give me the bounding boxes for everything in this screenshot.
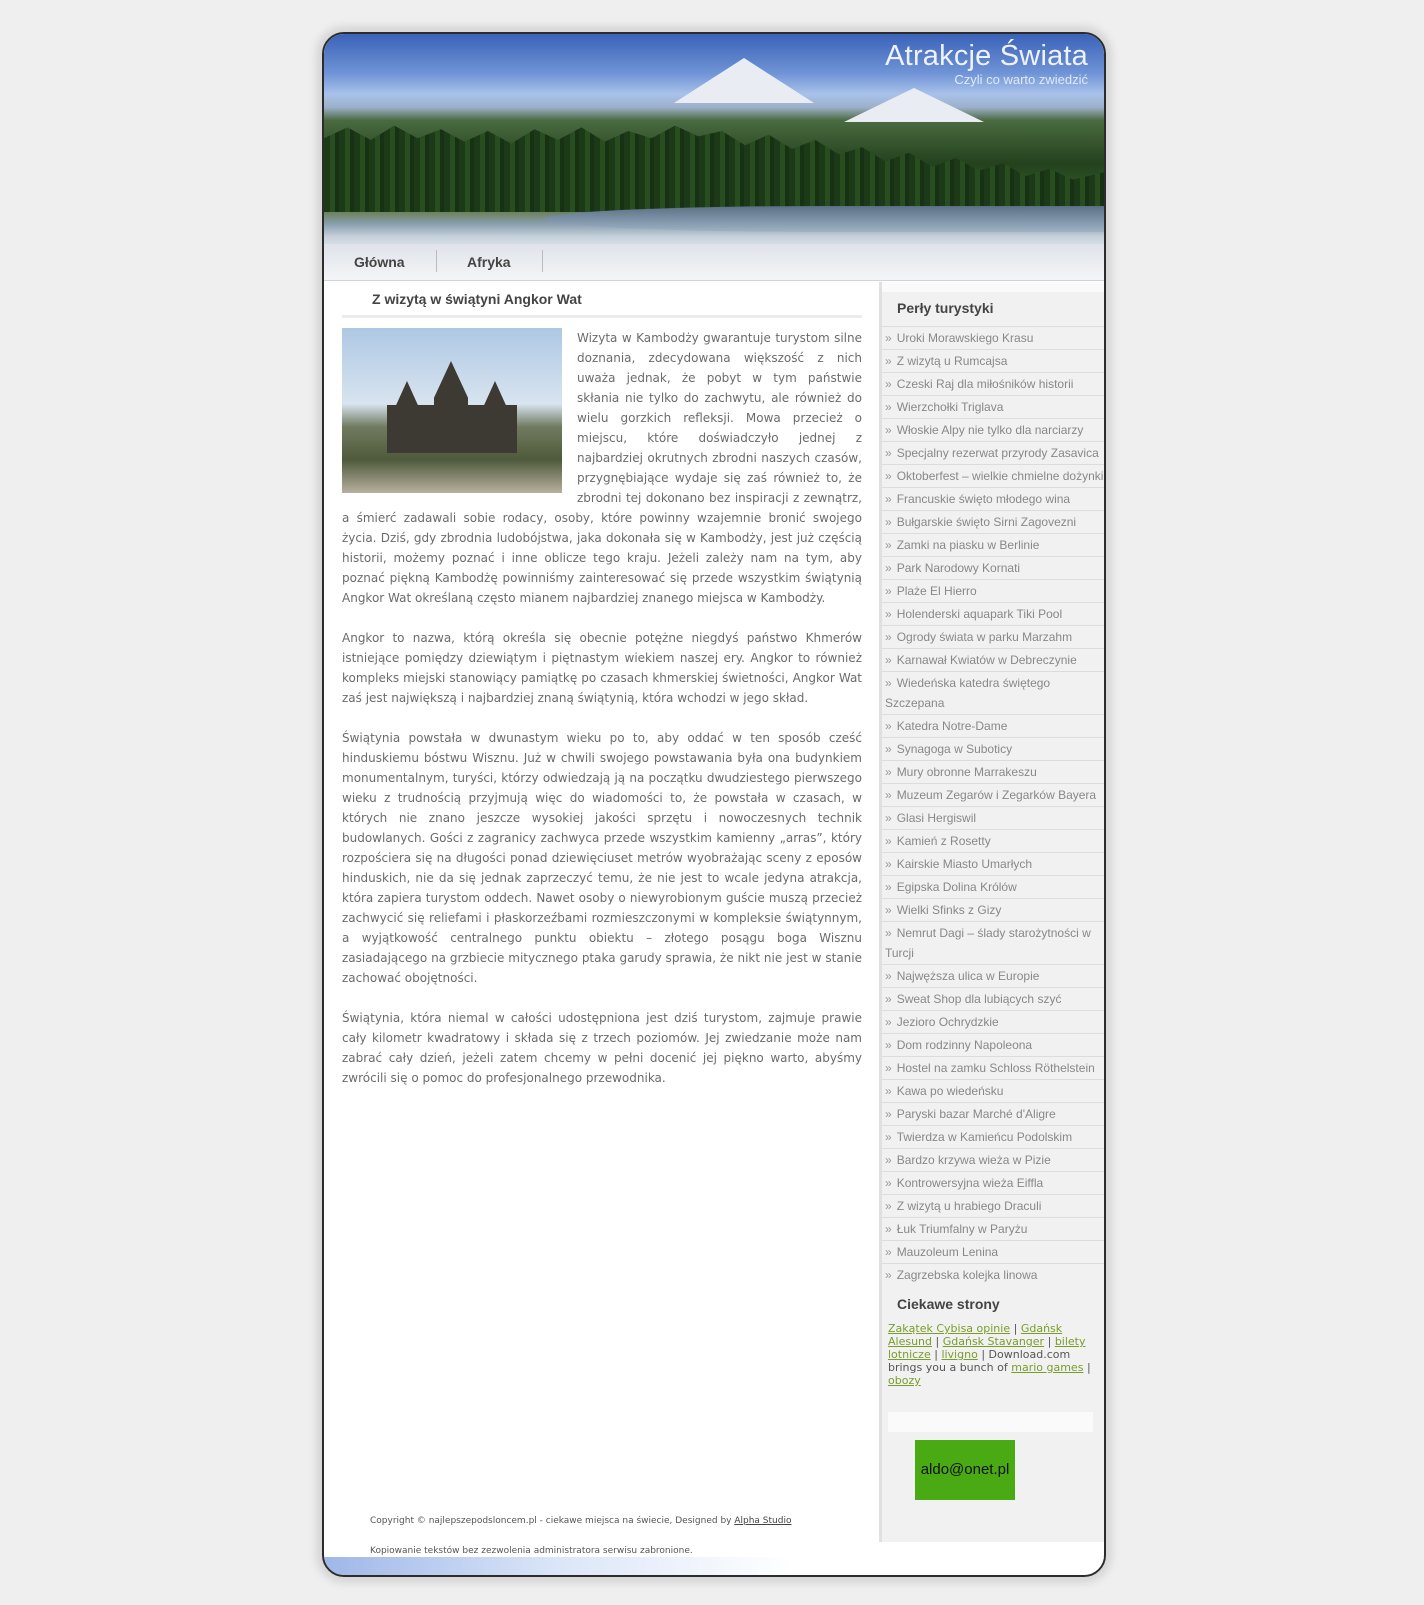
link-gdansk-alesund[interactable]: Gdańsk Alesund: [888, 1322, 1063, 1348]
sidebar-item-label[interactable]: Zamki na piasku w Berlinie: [896, 538, 1040, 552]
chevron-right-icon: »: [885, 788, 892, 802]
sidebar-item[interactable]: [882, 898, 1106, 921]
sidebar-item-label[interactable]: Twierdza w Kamieńcu Podolskim: [896, 1130, 1073, 1144]
site-subtitle: Czyli co warto zwiedzić: [954, 72, 1088, 87]
post-paragraph: Świątynia powstała w dwunastym wieku po to, aby oddać w ten sposób cześć hinduskiemu bóstwu Wisznu. Już w chwili swojego powstawania była ona budynkiem monumentalnym, turyści, którzy odwiedzają ją na początku dwudziestego pierwszego wieku z trudnością przyjmują więc do wiadomości to, że powstała w czasach, w których nie znano jeszcze wysokiej jakości sprzętu i nowoczesnych technik budowlanych. Gości z zagranicy zachwyca przede wszystkim kamienny „arras”, który rozpościera się na długości ponad dziewięciuset metrów wyobrażając sceny z eposów hinduskich, nie da się jednak zaprzeczyć temu, że nie jest to wcale jedyna atrakcja, która zapiera turystom oddech. Nawet osoby o niewyrobionym guście muszą przecież zachwycić się reliefami i płaskorzeźbami rozmieszczonymi w kompleksie świątynnym, a wyjątkowość centralnego punktu obiektu – złotego posągu boga Wisznu zasiadającego na grzbiecie mitycznego ptaka garudy sprawia, że nikt nie jest w stanie zachować obojętności.: [342, 731, 862, 985]
post-paragraph: Angkor to nazwa, którą określa się obecnie potężne niegdyś państwo Khmerów istniejące pomiędzy dziewiątym i piętnastym wiekiem naszej ery. Angkor to również kompleks miejski stanowiący pamiątkę po czasach khmerskiej świetności, Angkor Wat zaś jest największą i najbardziej znaną świątynią, która wchodzi w jego skład.: [342, 631, 862, 705]
post-paragraph: Świątynia, która niemal w całości udostępniona jest dziś turystom, zajmuje prawie cały kilometr kwadratowy i składa się z trzech poziomów. Jej zwiedzanie może nam zabrać cały dzień, jeżeli zatem chcemy w pełni docenić jej piękno warto, abyśmy zwrócili się o pomoc do profesjonalnego przewodnika.: [342, 1011, 862, 1085]
chevron-right-icon: »: [885, 880, 892, 894]
chevron-right-icon: »: [885, 331, 892, 345]
chevron-right-icon: »: [885, 607, 892, 621]
sidebar-item[interactable]: [882, 1010, 1106, 1033]
sidebar-item[interactable]: [882, 1079, 1106, 1102]
chevron-right-icon: »: [885, 742, 892, 756]
sidebar-item-label[interactable]: Kamień z Rosetty: [896, 834, 991, 848]
sidebar-item[interactable]: [882, 1033, 1106, 1056]
sidebar-item-label[interactable]: Mauzoleum Lenina: [896, 1245, 999, 1259]
chevron-right-icon: »: [885, 515, 892, 529]
sidebar-item-label[interactable]: Z wizytą u hrabiego Draculi: [896, 1199, 1042, 1213]
sidebar-item[interactable]: [882, 714, 1106, 737]
sidebar-list: [882, 326, 1106, 1286]
sidebar-item-label[interactable]: Z wizytą u Rumcajsa: [896, 354, 1008, 368]
sidebar-item[interactable]: [882, 964, 1106, 987]
chevron-right-icon: »: [885, 400, 892, 414]
sidebar-item[interactable]: [882, 921, 1106, 964]
sidebar-item[interactable]: [882, 326, 1106, 349]
sidebar-item[interactable]: [882, 510, 1106, 533]
sidebar-item[interactable]: [882, 1148, 1106, 1171]
chevron-right-icon: »: [885, 1199, 892, 1213]
post-body: [342, 328, 862, 1088]
link-bilety-lotnicze[interactable]: bilety lotnicze: [888, 1335, 1086, 1361]
sidebar-item-label[interactable]: Holenderski aquapark Tiki Pool: [896, 607, 1063, 621]
sidebar-item[interactable]: [882, 1194, 1106, 1217]
sidebar: [879, 282, 1106, 1542]
chevron-right-icon: »: [885, 1061, 892, 1075]
sidebar-item[interactable]: [882, 533, 1106, 556]
chevron-right-icon: »: [885, 926, 892, 940]
sidebar-item-label[interactable]: Nemrut Dagi – ślady starożytności w Turcji: [885, 926, 1091, 960]
sidebar-item-label[interactable]: Francuskie święto młodego wina: [896, 492, 1071, 506]
sidebar-item-label[interactable]: Synagoga w Suboticy: [896, 742, 1013, 756]
post-title: Z wizytą w świątyni Angkor Wat: [342, 282, 862, 318]
sidebar-item-label[interactable]: Kairskie Miasto Umarłych: [896, 857, 1033, 871]
chevron-right-icon: »: [885, 765, 892, 779]
banner-mountain: [844, 88, 984, 122]
page-frame: [322, 32, 1106, 1577]
sidebar-item[interactable]: [882, 987, 1106, 1010]
link-livigno[interactable]: livigno: [941, 1348, 978, 1361]
link-separator: |: [934, 1348, 938, 1361]
sidebar-item-label[interactable]: Wierzchołki Triglava: [896, 400, 1004, 414]
sidebar-item-label[interactable]: Karnawał Kwiatów w Debreczynie: [896, 653, 1077, 667]
sidebar-item[interactable]: [882, 852, 1106, 875]
sidebar-item-label[interactable]: Zagrzebska kolejka linowa: [896, 1268, 1038, 1282]
sidebar-item-label[interactable]: Oktoberfest – wielkie chmielne dożynki: [896, 469, 1104, 483]
sidebar-item-label[interactable]: Mury obronne Marrakeszu: [896, 765, 1037, 779]
sidebar-item-label[interactable]: Uroki Morawskiego Krasu: [896, 331, 1034, 345]
sidebar-item[interactable]: [882, 760, 1106, 783]
header-banner: [324, 34, 1104, 250]
sidebar-item-label[interactable]: Włoskie Alpy nie tylko dla narciarzy: [896, 423, 1084, 437]
chevron-right-icon: »: [885, 561, 892, 575]
chevron-right-icon: »: [885, 1222, 892, 1236]
chevron-right-icon: »: [885, 1245, 892, 1259]
sidebar-item[interactable]: [882, 349, 1106, 372]
chevron-right-icon: »: [885, 969, 892, 983]
banner-river: [544, 206, 1104, 232]
sidebar-item[interactable]: [882, 1125, 1106, 1148]
sidebar-item[interactable]: [882, 806, 1106, 829]
link-separator: |: [981, 1348, 986, 1361]
chevron-right-icon: »: [885, 492, 892, 506]
chevron-right-icon: »: [885, 676, 892, 690]
chevron-right-icon: »: [885, 377, 892, 391]
sidebar-item-label[interactable]: Egipska Dolina Królów: [896, 880, 1017, 894]
sidebar-item-label[interactable]: Czeski Raj dla miłośników historii: [896, 377, 1074, 391]
sidebar-item-label[interactable]: Glasi Hergiswil: [896, 811, 977, 825]
sidebar-item-label[interactable]: Dom rodzinny Napoleona: [896, 1038, 1033, 1052]
links-text: Download.com brings you a bunch of: [888, 1348, 1071, 1374]
main-nav: [324, 244, 1104, 281]
sidebar-item[interactable]: [882, 395, 1106, 418]
post-paragraph: Wizyta w Kambodży gwarantuje turystom silne doznania, zdecydowana większość z nich uważa jednak, że pobyt w tym państwie skłania nie tylko do zachwytu, ale również do wielu gorzkich refleksji. Mowa przecież o miejscu, które doświadczyło jednej z najbardziej okrutnych zbrodni naszych czasów, przygnębiające wydaje się zaś również to, że zbrodni tej dokonano bez inspiracji z zewnątrz, a śmierć zadawali sobie rodacy, osoby, które powinny wzajemnie bronić swojego życia. Dziś, gdy zbrodnia ludobójstwa, jaka dokonała się w Kambodży, jest już częścią historii, możemy poznać i inne oblicze tego kraju. Jeżeli zależy nam na tym, aby poznać piękną Kambodżę powinniśmy zainteresować się przede wszystkim świątynią Angkor Wat określaną często mianem najbardziej znanego miejsca w Kambodży.: [342, 331, 862, 605]
ad-banner[interactable]: aldo@onet.pl: [915, 1440, 1015, 1500]
sidebar-item-label[interactable]: Muzeum Zegarów i Zegarków Bayera: [896, 788, 1097, 802]
chevron-right-icon: »: [885, 903, 892, 917]
sidebar-item[interactable]: [882, 625, 1106, 648]
sidebar-item[interactable]: [882, 1240, 1106, 1263]
chevron-right-icon: »: [885, 469, 892, 483]
sidebar-item-label[interactable]: Kawa po wiedeńsku: [896, 1084, 1004, 1098]
chevron-right-icon: »: [885, 719, 892, 733]
site-title: Atrakcje Świata: [885, 40, 1088, 72]
sidebar-item-label[interactable]: Paryski bazar Marché d'Aligre: [896, 1107, 1056, 1121]
banner-mountain: [674, 58, 814, 103]
main-content: [342, 282, 862, 1108]
temple-tower: [394, 381, 420, 453]
link-separator: |: [1047, 1335, 1052, 1348]
footer-copyright: Copyright © najlepszepodsloncem.pl - ciekawe miejsca na świecie, Designed by: [370, 1516, 732, 1526]
sidebar-item-label[interactable]: Jezioro Ochrydzkie: [896, 1015, 999, 1029]
link-separator: |: [1013, 1322, 1018, 1335]
sidebar-item-label[interactable]: Specjalny rezerwat przyrody Zasavica: [896, 446, 1099, 460]
sidebar-item[interactable]: [882, 441, 1106, 464]
sidebar-item[interactable]: [882, 418, 1106, 441]
angkor-wat-photo: [342, 328, 562, 493]
sidebar-item[interactable]: [882, 1263, 1106, 1286]
sidebar-item[interactable]: [882, 1171, 1106, 1194]
sidebar-item[interactable]: [882, 556, 1106, 579]
chevron-right-icon: »: [885, 354, 892, 368]
nav-item-afryka[interactable]: Afryka: [467, 254, 511, 270]
chevron-right-icon: »: [885, 1107, 892, 1121]
sidebar-item[interactable]: [882, 372, 1106, 395]
sidebar-item-label[interactable]: Sweat Shop dla lubiących szyć: [896, 992, 1062, 1006]
chevron-right-icon: »: [885, 1130, 892, 1144]
chevron-right-icon: »: [885, 857, 892, 871]
sidebar-heading-ciekawe: Ciekawe strony: [897, 1296, 1000, 1312]
link-separator: |: [935, 1335, 940, 1348]
chevron-right-icon: »: [885, 653, 892, 667]
friendly-links: [882, 1318, 1106, 1387]
chevron-right-icon: »: [885, 834, 892, 848]
chevron-right-icon: »: [885, 1084, 892, 1098]
temple-tower: [434, 361, 468, 453]
sidebar-item-label[interactable]: Łuk Triumfalny w Paryżu: [896, 1222, 1028, 1236]
sidebar-item[interactable]: [882, 783, 1106, 806]
chevron-right-icon: »: [885, 423, 892, 437]
sidebar-item[interactable]: [882, 737, 1106, 760]
sidebar-item[interactable]: [882, 464, 1106, 487]
sidebar-item-label[interactable]: Wielki Sfinks z Gizy: [896, 903, 1002, 917]
sidebar-item-label[interactable]: Bułgarskie święto Sirni Zagovezni: [896, 515, 1077, 529]
sidebar-item-label[interactable]: Najwęższa ulica w Europie: [896, 969, 1040, 983]
chevron-right-icon: »: [885, 992, 892, 1006]
nav-divider: [542, 250, 543, 272]
sidebar-item[interactable]: [882, 875, 1106, 898]
sidebar-item-label[interactable]: Bardzo krzywa wieża w Pizie: [896, 1153, 1051, 1167]
link-obozy[interactable]: obozy: [888, 1374, 921, 1387]
banner-trees: [324, 122, 1104, 212]
sidebar-item-label[interactable]: Wiedeńska katedra świętego Szczepana: [885, 676, 1051, 710]
sidebar-item-label[interactable]: Ogrody świata w parku Marzahm: [896, 630, 1073, 644]
link-gdansk-stavanger[interactable]: Gdańsk Stavanger: [942, 1335, 1045, 1348]
sidebar-item[interactable]: [882, 648, 1106, 671]
chevron-right-icon: »: [885, 1015, 892, 1029]
footer-bar: [324, 1557, 1104, 1575]
temple-tower: [482, 381, 508, 453]
footer-designer-link[interactable]: Alpha Studio: [734, 1516, 792, 1526]
sidebar-item-label[interactable]: Kontrowersyjna wieża Eiffla: [896, 1176, 1044, 1190]
link-mario-games[interactable]: mario games: [1011, 1361, 1084, 1374]
sidebar-item[interactable]: [882, 1102, 1106, 1125]
sidebar-item[interactable]: [882, 829, 1106, 852]
sidebar-heading-perly: Perły turystyki: [882, 282, 1106, 326]
link-separator: |: [1086, 1361, 1091, 1374]
nav-divider: [436, 250, 437, 272]
chevron-right-icon: »: [885, 446, 892, 460]
chevron-right-icon: »: [885, 584, 892, 598]
sidebar-item-label[interactable]: Katedra Notre-Dame: [896, 719, 1008, 733]
chevron-right-icon: »: [885, 630, 892, 644]
chevron-right-icon: »: [885, 538, 892, 552]
sidebar-item-label[interactable]: Plaże El Hierro: [896, 584, 977, 598]
sidebar-spacer: [888, 1412, 1093, 1432]
sidebar-item[interactable]: [882, 1056, 1106, 1079]
sidebar-item[interactable]: [882, 671, 1106, 714]
sidebar-item[interactable]: [882, 1217, 1106, 1240]
chevron-right-icon: »: [885, 1153, 892, 1167]
footer-notice: Kopiowanie tekstów bez zezwolenia administratora serwisu zabronione.: [370, 1546, 693, 1556]
link-zakatek-cybisa[interactable]: Zakątek Cybisa opinie: [888, 1322, 1011, 1335]
chevron-right-icon: »: [885, 1176, 892, 1190]
sidebar-item[interactable]: [882, 579, 1106, 602]
nav-item-glowna[interactable]: Główna: [354, 254, 405, 270]
sidebar-item-label[interactable]: Hostel na zamku Schloss Röthelstein: [896, 1061, 1095, 1075]
sidebar-item-label[interactable]: Park Narodowy Kornati: [896, 561, 1021, 575]
chevron-right-icon: »: [885, 1038, 892, 1052]
sidebar-item[interactable]: [882, 602, 1106, 625]
chevron-right-icon: »: [885, 1268, 892, 1282]
sidebar-item[interactable]: [882, 487, 1106, 510]
chevron-right-icon: »: [885, 811, 892, 825]
